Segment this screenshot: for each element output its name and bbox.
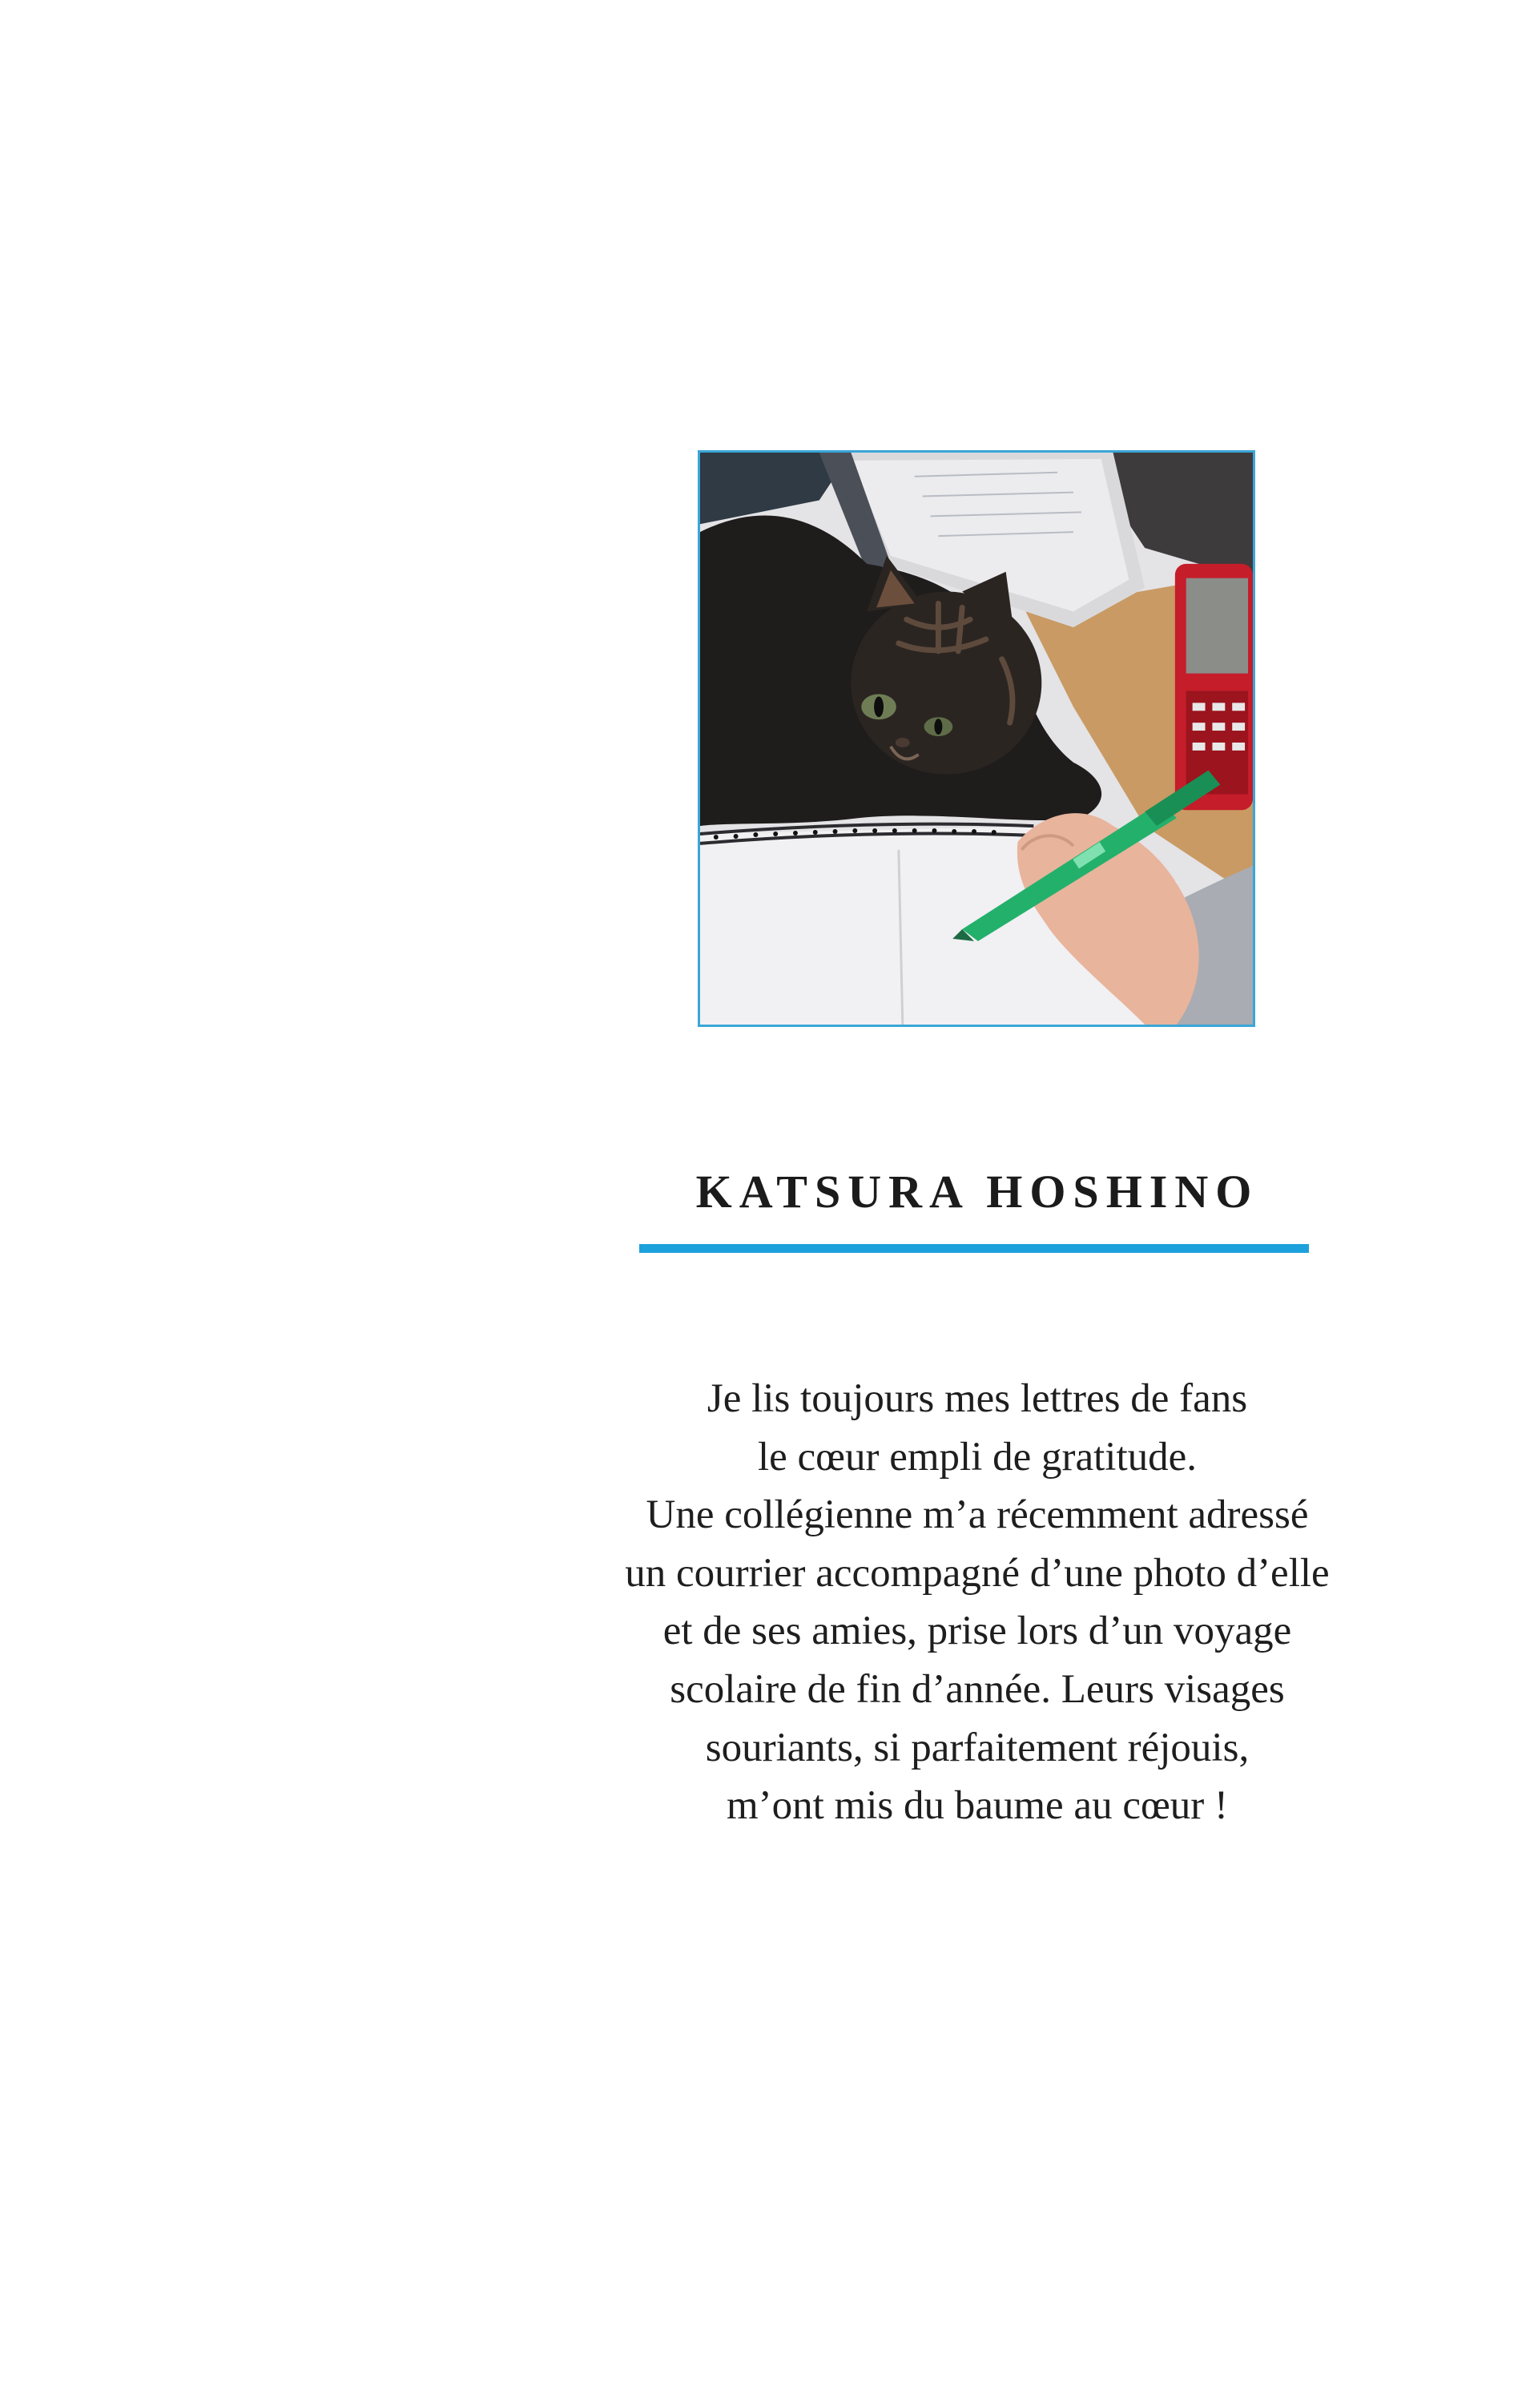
author-name: KATSURA HOSHINO <box>695 1166 1259 1218</box>
message-line: et de ses amies, prise lors d’un voyage <box>662 1609 1292 1654</box>
author-photo <box>698 450 1255 1027</box>
message-line: souriants, si parfaitement réjouis, <box>705 1725 1250 1770</box>
message-line: scolaire de fin d’année. Leurs visages <box>670 1666 1285 1712</box>
author-message <box>529 1370 1426 1835</box>
message-line: le cœur empli de gratitude. <box>757 1434 1198 1480</box>
cat-photo-icon <box>700 453 1253 1025</box>
message-line: Je lis toujours mes lettres de fans <box>707 1376 1248 1421</box>
message-line: m’ont mis du baume au cœur ! <box>726 1783 1229 1829</box>
message-line: Une collégienne m’a récemment adressé <box>646 1492 1309 1538</box>
message-line: un courrier accompagné d’une photo d’elle <box>625 1550 1330 1596</box>
author-underline-divider <box>639 1244 1309 1253</box>
